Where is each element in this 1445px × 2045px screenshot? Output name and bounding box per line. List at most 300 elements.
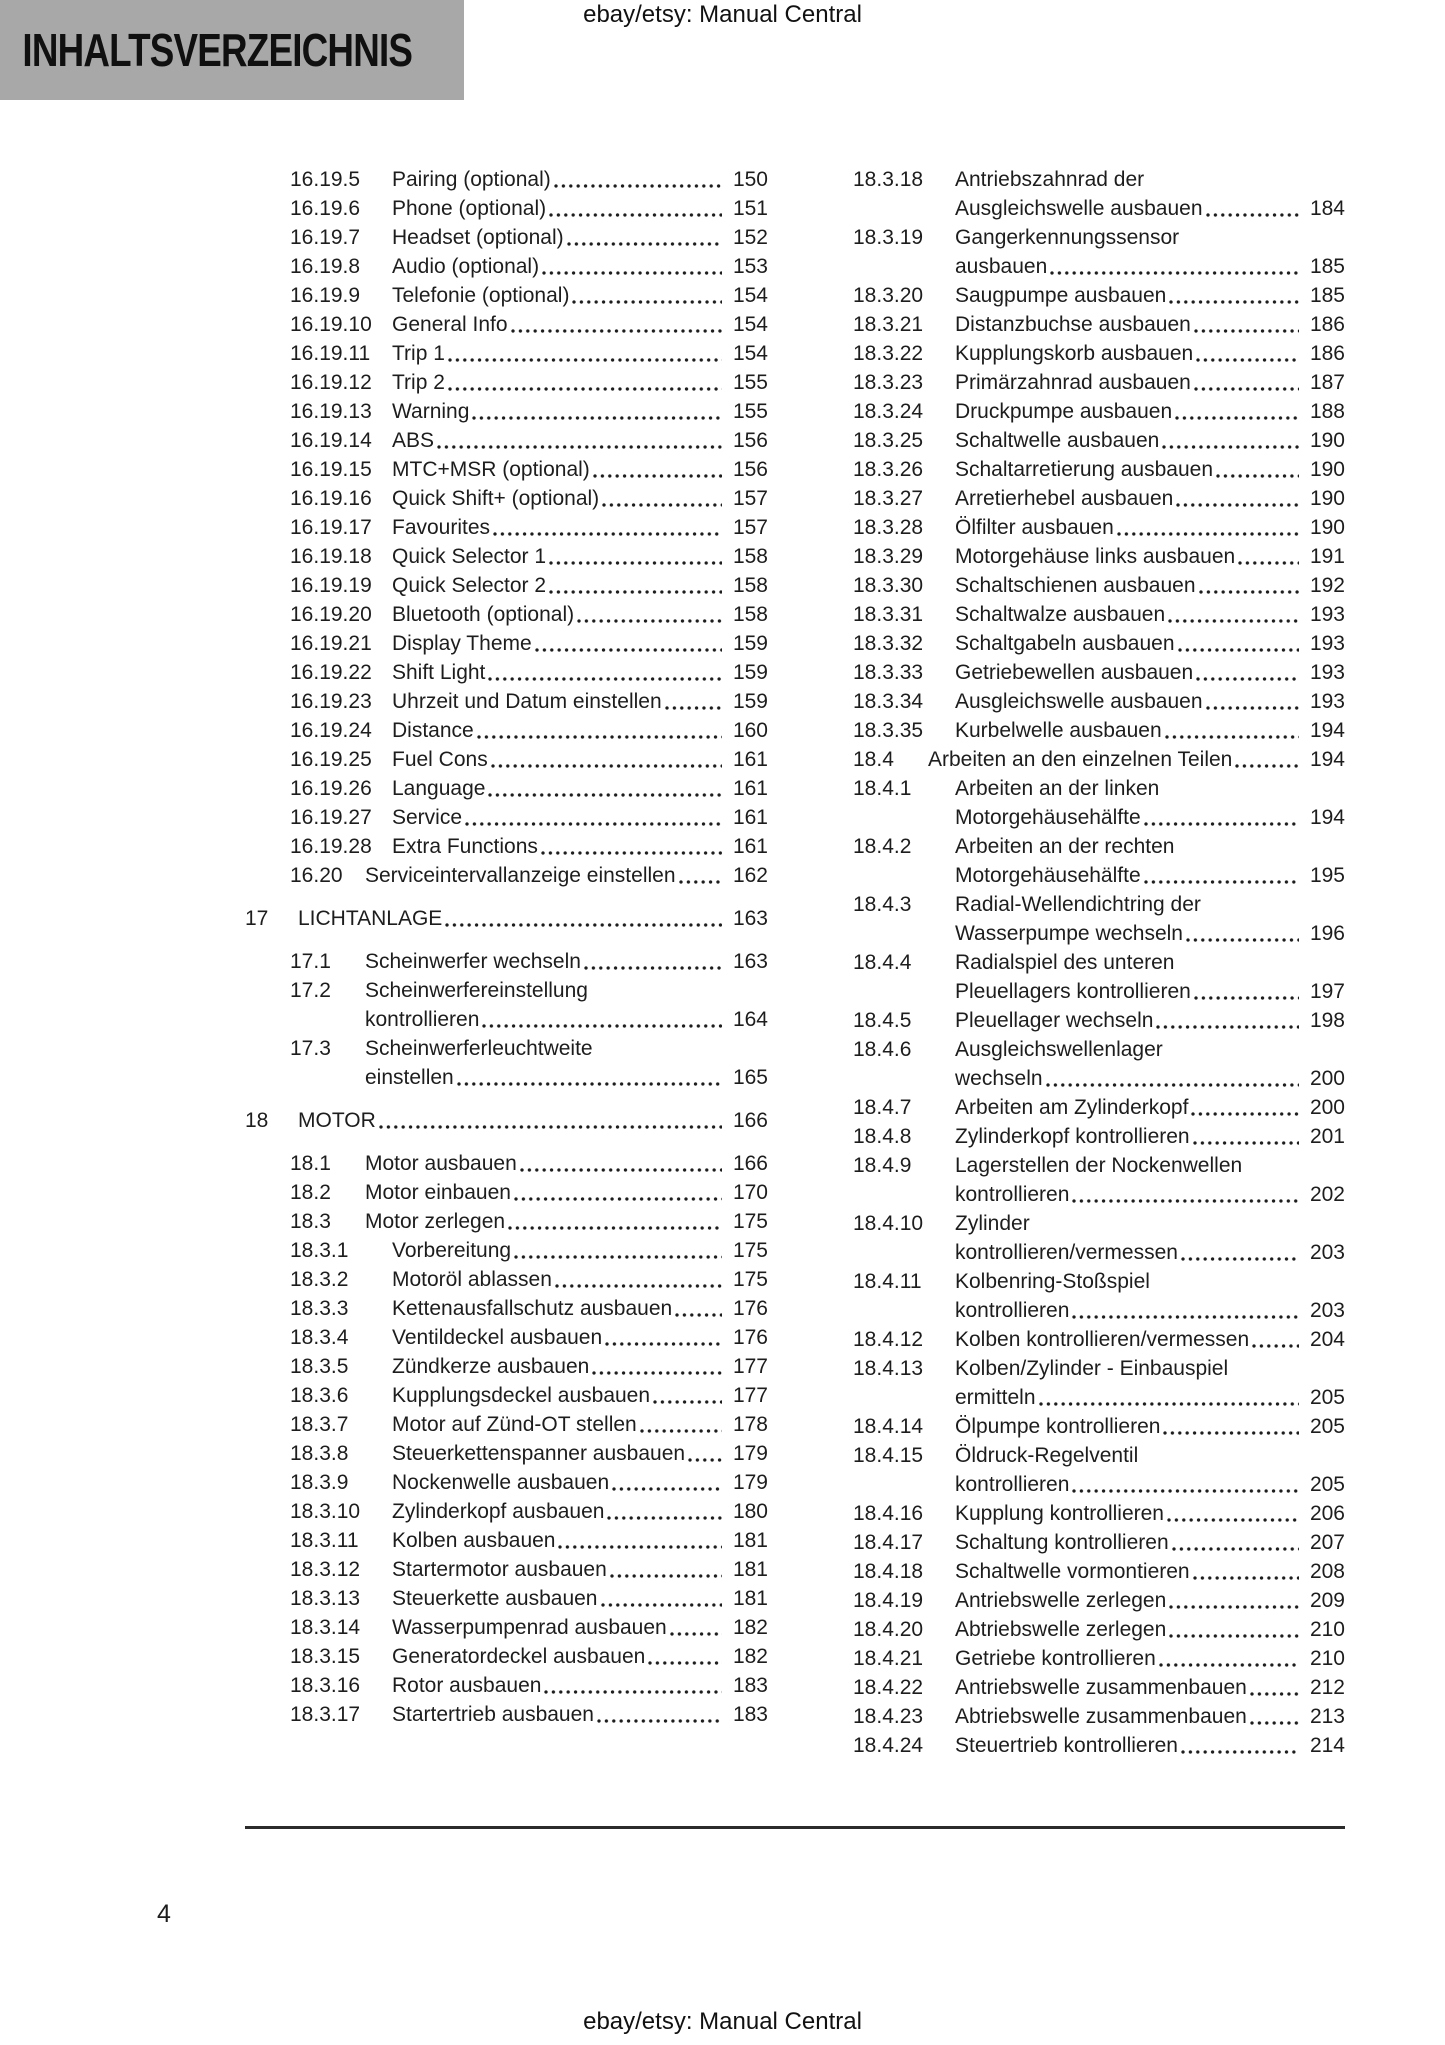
- toc-entry-page-number: 176: [732, 1297, 768, 1320]
- toc-entry-title-line: Scheinwerfereinstellung: [365, 979, 588, 1002]
- toc-entry-number: 16.19.9: [290, 284, 361, 307]
- toc-entry-last-line: [365, 861, 768, 890]
- toc-leader-dots: [1194, 327, 1299, 335]
- toc-entry-title-line: Uhrzeit und Datum einstellen: [392, 690, 662, 713]
- toc-entry: [290, 861, 768, 890]
- toc-entry-last-line: [392, 687, 768, 716]
- toc-entry-title-line: Fuel Cons: [392, 748, 488, 771]
- toc-entry-title-line: Kupplungsdeckel ausbauen: [392, 1384, 651, 1407]
- toc-leader-dots: [1193, 1574, 1299, 1582]
- toc-entry-last-line: [955, 1673, 1345, 1702]
- toc-entry-last-line: [392, 281, 768, 310]
- toc-entry-number: 18.3.25: [853, 429, 924, 452]
- toc-entry-title: [392, 484, 768, 513]
- toc-entry-title-line: Motor auf Zünd-OT stellen: [392, 1413, 637, 1436]
- toc-entry-title-line: Audio (optional): [392, 255, 540, 278]
- toc-entry-page-number: 203: [1309, 1299, 1345, 1322]
- toc-entry-title-line: Schaltschienen ausbauen: [955, 574, 1196, 597]
- toc-entry-title-line: kontrollieren/vermessen: [955, 1241, 1178, 1264]
- toc-entry-last-line: [955, 1731, 1345, 1760]
- toc-entry-title: [365, 947, 768, 976]
- toc-entry: [853, 542, 1345, 571]
- toc-entry: [853, 1615, 1345, 1644]
- toc-entry-number: 16.19.14: [290, 429, 372, 452]
- toc-entry-number: 18.4.4: [853, 951, 912, 974]
- toc-entry-last-line: [955, 658, 1345, 687]
- toc-entry-title: [392, 1236, 768, 1265]
- toc-entry-title: [392, 745, 768, 774]
- toc-entry-title: [955, 1441, 1345, 1499]
- toc-entry-page-number: 162: [732, 864, 768, 887]
- toc-entry-title: [392, 1468, 768, 1497]
- toc-leader-dots: [605, 1340, 722, 1348]
- toc-entry-page-number: 206: [1309, 1502, 1345, 1525]
- toc-entry: [290, 803, 768, 832]
- toc-entry-page-number: 151: [732, 197, 768, 220]
- toc-leader-dots: [1181, 1255, 1299, 1263]
- page-title: INHALTSVERZEICHNIS: [22, 24, 413, 76]
- toc-entry-page-number: 195: [1309, 864, 1345, 887]
- toc-entry-number: 18.3.10: [290, 1500, 361, 1523]
- toc-entry-page-number: 156: [732, 429, 768, 452]
- toc-entry-page-number: 214: [1309, 1734, 1345, 1757]
- toc-entry-number: 18.4.2: [853, 835, 912, 858]
- toc-entry-last-line: [955, 1296, 1345, 1325]
- toc-leader-dots: [535, 646, 722, 654]
- toc-entry-number: 18.4.12: [853, 1328, 924, 1351]
- toc-entry-number: 18.3.31: [853, 603, 924, 626]
- toc-entry-page-number: 158: [732, 545, 768, 568]
- toc-entry-title-line: MOTOR: [298, 1109, 376, 1132]
- toc-entry: [290, 1034, 768, 1092]
- toc-entry-title: [392, 774, 768, 803]
- toc-entry-last-line: [392, 1642, 768, 1671]
- toc-entry: [290, 252, 768, 281]
- toc-entry-page-number: 175: [732, 1210, 768, 1233]
- toc-entry-page-number: 166: [732, 1152, 768, 1175]
- toc-entry-title-line: Öldruck-Regelventil: [955, 1444, 1139, 1467]
- toc-entry-title: [392, 455, 768, 484]
- toc-entry-last-line: [392, 252, 768, 281]
- toc-entry-title-line: Schaltarretierung ausbauen: [955, 458, 1214, 481]
- toc-entry: [290, 368, 768, 397]
- toc-leader-dots: [577, 617, 722, 625]
- toc-entry-last-line: [955, 339, 1345, 368]
- toc-entry: [853, 1702, 1345, 1731]
- toc-entry: [290, 397, 768, 426]
- toc-entry-title-line: Pleuellager wechseln: [955, 1009, 1154, 1032]
- toc-entry-page-number: 203: [1309, 1241, 1345, 1264]
- toc-entry-title-line: Startermotor ausbauen: [392, 1558, 607, 1581]
- toc-entry-title: [955, 1557, 1345, 1586]
- toc-entry-last-line: [365, 947, 768, 976]
- toc-leader-dots: [572, 298, 722, 306]
- toc-entry-page-number: 190: [1309, 516, 1345, 539]
- toc-leader-dots: [477, 733, 722, 741]
- toc-leader-dots: [520, 1166, 722, 1174]
- toc-entry: [290, 1671, 768, 1700]
- toc-leader-dots: [1169, 1603, 1299, 1611]
- toc-leader-dots: [482, 1022, 722, 1030]
- toc-entry-page-number: 181: [732, 1529, 768, 1552]
- toc-entry-last-line: [955, 1180, 1345, 1209]
- toc-entry-title-line: Language: [392, 777, 486, 800]
- toc-entry-title: [392, 310, 768, 339]
- toc-entry-title-line: Pairing (optional): [392, 168, 551, 191]
- toc-entry-title: [392, 803, 768, 832]
- toc-entry-title: [392, 1613, 768, 1642]
- toc-entry-title-line: kontrollieren: [365, 1008, 480, 1031]
- toc-entry-last-line: [392, 1323, 768, 1352]
- toc-entry: [853, 1499, 1345, 1528]
- toc-entry-number: 18.4.7: [853, 1096, 912, 1119]
- toc-leader-dots: [1175, 414, 1299, 422]
- footer-page-number: 4: [157, 1900, 171, 1928]
- toc-entry-title-line: Extra Functions: [392, 835, 538, 858]
- toc-entry-last-line: [392, 513, 768, 542]
- toc-entry-page-number: 185: [1309, 255, 1345, 278]
- toc-entry-title: [365, 861, 768, 890]
- toc-entry-last-line: [392, 1439, 768, 1468]
- toc-entry-page-number: 212: [1309, 1676, 1345, 1699]
- toc-entry-title: [392, 1526, 768, 1555]
- toc-entry-last-line: [392, 1352, 768, 1381]
- toc-entry-title-line: Ventildeckel ausbauen: [392, 1326, 603, 1349]
- toc-leader-dots: [607, 1514, 722, 1522]
- toc-entry-page-number: 184: [1309, 197, 1345, 220]
- toc-entry: [290, 1410, 768, 1439]
- toc-entry: [853, 223, 1345, 281]
- toc-entry-number: 16.20: [290, 864, 343, 887]
- toc-entry-page-number: 170: [732, 1181, 768, 1204]
- toc-entry-page-number: 205: [1309, 1415, 1345, 1438]
- toc-entry-number: 17.3: [290, 1037, 331, 1060]
- toc-entry-title-line: Kolben/Zylinder - Einbauspiel: [955, 1357, 1229, 1380]
- toc-leader-dots: [653, 1398, 722, 1406]
- toc-entry-title: [955, 716, 1345, 745]
- toc-entry-title-line: Motor zerlegen: [365, 1210, 506, 1233]
- toc-leader-dots: [555, 1282, 722, 1290]
- toc-entry-number: 16.19.24: [290, 719, 372, 742]
- toc-entry: [853, 629, 1345, 658]
- toc-entry-number: 18.4.13: [853, 1357, 924, 1380]
- toc-entry-page-number: 154: [732, 342, 768, 365]
- toc-entry-last-line: [392, 716, 768, 745]
- toc-entry: [290, 455, 768, 484]
- toc-entry-title: [392, 1584, 768, 1613]
- toc-entry-number: 17.2: [290, 979, 331, 1002]
- toc-entry-title-line: Display Theme: [392, 632, 532, 655]
- toc-entry-title: [955, 339, 1345, 368]
- toc-leader-dots: [1196, 675, 1299, 683]
- toc-entry-last-line: [955, 861, 1345, 890]
- toc-entry-title-line: Ölfilter ausbauen: [955, 516, 1114, 539]
- toc-entry: [290, 658, 768, 687]
- toc-column-left: [245, 165, 768, 1729]
- toc-entry-number: 18.4.1: [853, 777, 912, 800]
- toc-leader-dots: [448, 385, 722, 393]
- toc-entry-number: 18.4.23: [853, 1705, 924, 1728]
- toc-entry-number: 18.4.19: [853, 1589, 924, 1612]
- toc-entry-number: 16.19.26: [290, 777, 372, 800]
- toc-entry-last-line: [955, 1325, 1345, 1354]
- toc-entry: [290, 1207, 768, 1236]
- toc-entry-page-number: 179: [732, 1471, 768, 1494]
- toc-entry-number: 17.1: [290, 950, 331, 973]
- toc-entry-title-line: ermitteln: [955, 1386, 1036, 1409]
- toc-entry-last-line: [955, 484, 1345, 513]
- toc-entry: [290, 513, 768, 542]
- toc-leader-dots: [1176, 501, 1299, 509]
- toc-entry: [290, 774, 768, 803]
- toc-entry-title: [955, 1267, 1345, 1325]
- toc-leader-dots: [1117, 530, 1299, 538]
- toc-entry-title: [392, 600, 768, 629]
- toc-leader-dots: [1206, 704, 1300, 712]
- toc-entry-title: [392, 339, 768, 368]
- toc-entry-number: 16.19.15: [290, 458, 372, 481]
- document-title-header: ebay/etsy: Manual Central: [583, 1, 862, 28]
- toc-entry-number: 18.4.22: [853, 1676, 924, 1699]
- toc-entry-page-number: 183: [732, 1674, 768, 1697]
- toc-entry-title-line: Favourites: [392, 516, 491, 539]
- toc-entry-number: 18.3.33: [853, 661, 924, 684]
- toc-leader-dots: [1191, 1110, 1299, 1118]
- toc-entry: [853, 1006, 1345, 1035]
- toc-entry-number: 18.3.8: [290, 1442, 349, 1465]
- toc-entry: [853, 1093, 1345, 1122]
- toc-leader-dots: [1165, 733, 1299, 741]
- toc-leader-dots: [1072, 1197, 1299, 1205]
- toc-entry-title: [955, 542, 1345, 571]
- toc-entry-number: 18.4.17: [853, 1531, 924, 1554]
- toc-entry: [290, 832, 768, 861]
- toc-entry-number: 18.4.8: [853, 1125, 912, 1148]
- toc-entry-title: [955, 948, 1345, 1006]
- toc-entry-title-line: Motor ausbauen: [365, 1152, 517, 1175]
- toc-entry-title: [955, 455, 1345, 484]
- toc-entry-number: 18.4.6: [853, 1038, 912, 1061]
- toc-leader-dots: [493, 530, 722, 538]
- toc-entry: [290, 1642, 768, 1671]
- toc-leader-dots: [1167, 1516, 1299, 1524]
- toc-entry: [853, 890, 1345, 948]
- toc-entry-last-line: [392, 223, 768, 252]
- toc-leader-dots: [1169, 298, 1299, 306]
- toc-entry: [853, 687, 1345, 716]
- toc-entry-page-number: 175: [732, 1239, 768, 1262]
- toc-entry-last-line: [365, 1063, 768, 1092]
- toc-entry-page-number: 186: [1309, 313, 1345, 336]
- toc-entry-title: [392, 1700, 768, 1729]
- toc-entry: [853, 1731, 1345, 1760]
- toc-entry-title-line: Antriebswelle zerlegen: [955, 1589, 1167, 1612]
- toc-leader-dots: [508, 1224, 722, 1232]
- toc-entry: [290, 1700, 768, 1729]
- toc-entry: [853, 1586, 1345, 1615]
- toc-entry-last-line: [955, 571, 1345, 600]
- toc-leader-dots: [558, 1543, 722, 1551]
- document-title-footer: ebay/etsy: Manual Central: [583, 2008, 862, 2035]
- toc-entry-title-line: Kupplungskorb ausbauen: [955, 342, 1194, 365]
- toc-entry: [290, 1149, 768, 1178]
- toc-entry-page-number: 157: [732, 487, 768, 510]
- toc-entry-title-line: Motoröl ablassen: [392, 1268, 552, 1291]
- toc-entry: [290, 1323, 768, 1352]
- toc-entry-title: [392, 1294, 768, 1323]
- toc-entry-number: 18.1: [290, 1152, 331, 1175]
- toc-entry-page-number: 182: [732, 1616, 768, 1639]
- toc-entry-last-line: [955, 513, 1345, 542]
- toc-entry-last-line: [955, 629, 1345, 658]
- toc-leader-dots: [465, 820, 722, 828]
- toc-entry-title-line: Ausgleichswelle ausbauen: [955, 690, 1203, 713]
- toc-entry-title-line: Arbeiten an der linken: [955, 777, 1160, 800]
- toc-entry-title-line: Kurbelwelle ausbauen: [955, 719, 1162, 742]
- toc-entry-number: 18.3.34: [853, 690, 924, 713]
- toc-entry-page-number: 198: [1309, 1009, 1345, 1032]
- toc-entry-title: [392, 1381, 768, 1410]
- toc-entry: [853, 426, 1345, 455]
- toc-entry-last-line: [955, 1238, 1345, 1267]
- toc-entry-title: [392, 629, 768, 658]
- toc-entry-page-number: 164: [732, 1008, 768, 1031]
- toc-leader-dots: [472, 414, 722, 422]
- toc-entry: [290, 1468, 768, 1497]
- toc-leader-dots: [640, 1427, 722, 1435]
- toc-entry: [290, 1497, 768, 1526]
- toc-entry-title: [392, 1642, 768, 1671]
- toc-entry-page-number: 177: [732, 1355, 768, 1378]
- toc-entry-title-line: Generatordeckel ausbauen: [392, 1645, 646, 1668]
- toc-entry-number: 18.3.13: [290, 1587, 361, 1610]
- toc-entry-last-line: [392, 1671, 768, 1700]
- toc-entry-page-number: 158: [732, 574, 768, 597]
- toc-entry: [853, 165, 1345, 223]
- toc-entry-number: 16.19.13: [290, 400, 372, 423]
- toc-leader-dots: [1216, 472, 1299, 480]
- toc-entry-page-number: 197: [1309, 980, 1345, 1003]
- toc-entry-last-line: [392, 1410, 768, 1439]
- toc-entry-title-line: Quick Selector 1: [392, 545, 547, 568]
- toc-entry-last-line: [298, 904, 768, 933]
- toc-entry-page-number: 193: [1309, 661, 1345, 684]
- toc-entry-number: 16.19.27: [290, 806, 372, 829]
- toc-entry-page-number: 204: [1309, 1328, 1345, 1351]
- toc-leader-dots: [448, 356, 722, 364]
- toc-entry-number: 18.3.15: [290, 1645, 361, 1668]
- toc-entry-page-number: 154: [732, 313, 768, 336]
- toc-entry-title-line: Saugpumpe ausbauen: [955, 284, 1167, 307]
- toc-entry-title: [955, 1731, 1345, 1760]
- toc-entry-number: 18.3.22: [853, 342, 924, 365]
- toc-entry-number: 18.4.20: [853, 1618, 924, 1641]
- toc-leader-dots: [1144, 878, 1299, 886]
- toc-entry-title-line: Trip 1: [392, 342, 445, 365]
- toc-entry-page-number: 210: [1309, 1647, 1345, 1670]
- toc-entry-number: 18.3.7: [290, 1413, 349, 1436]
- toc-entry-last-line: [392, 1381, 768, 1410]
- toc-entry-title-line: Zylinderkopf ausbauen: [392, 1500, 605, 1523]
- toc-entry-last-line: [955, 281, 1345, 310]
- toc-entry: [290, 165, 768, 194]
- toc-entry-last-line: [955, 1470, 1345, 1499]
- toc-entry: [290, 687, 768, 716]
- toc-entry-title-line: Steuertrieb kontrollieren: [955, 1734, 1178, 1757]
- toc-entry-title-line: Steuerkette ausbauen: [392, 1587, 598, 1610]
- toc-leader-dots: [514, 1195, 722, 1203]
- toc-entry-title: [955, 1354, 1345, 1412]
- toc-entry: [853, 339, 1345, 368]
- toc-entry: [853, 1557, 1345, 1586]
- toc-entry-page-number: 193: [1309, 690, 1345, 713]
- toc-entry: [290, 1178, 768, 1207]
- toc-entry-title: [955, 1499, 1345, 1528]
- toc-entry-title-line: Gangerkennungssensor: [955, 226, 1180, 249]
- toc-entry-last-line: [392, 542, 768, 571]
- toc-entry-title: [955, 1586, 1345, 1615]
- toc-entry-title: [955, 1702, 1345, 1731]
- toc-entry-page-number: 200: [1309, 1067, 1345, 1090]
- toc-entry-page-number: 161: [732, 806, 768, 829]
- toc-entry-last-line: [365, 1178, 768, 1207]
- toc-entry-title-line: Getriebewellen ausbauen: [955, 661, 1194, 684]
- toc-entry-title: [955, 223, 1345, 281]
- toc-entry: [853, 1673, 1345, 1702]
- toc-entry-title: [392, 1555, 768, 1584]
- toc-entry-number: 16.19.16: [290, 487, 372, 510]
- toc-entry-last-line: [955, 455, 1345, 484]
- toc-entry: [290, 629, 768, 658]
- toc-entry-last-line: [392, 1700, 768, 1729]
- toc-entry-number: 18.3: [290, 1210, 331, 1233]
- toc-leader-dots: [1172, 1545, 1299, 1553]
- toc-entry: [290, 1584, 768, 1613]
- toc-entry-title: [955, 281, 1345, 310]
- toc-entry: [853, 1151, 1345, 1209]
- toc-entry-page-number: 150: [732, 168, 768, 191]
- toc-entry-title-line: Trip 2: [392, 371, 445, 394]
- toc-entry-number: 18.3.6: [290, 1384, 349, 1407]
- toc-entry: [853, 281, 1345, 310]
- toc-entry-number: 18.4.3: [853, 893, 912, 916]
- toc-entry: [853, 513, 1345, 542]
- toc-entry-title-line: Schaltwalze ausbauen: [955, 603, 1166, 626]
- toc-entry: [853, 948, 1345, 1006]
- toc-entry-number: 18: [245, 1109, 269, 1132]
- toc-entry-title-line: Abtriebswelle zerlegen: [955, 1618, 1167, 1641]
- toc-entry-page-number: 165: [732, 1066, 768, 1089]
- toc-entry-last-line: [365, 1149, 768, 1178]
- toc-entry-title: [955, 890, 1345, 948]
- toc-entry-last-line: [392, 1497, 768, 1526]
- toc-entry: [853, 716, 1345, 745]
- toc-entry-last-line: [392, 1555, 768, 1584]
- toc-entry-title-line: LICHTANLAGE: [298, 907, 443, 930]
- toc-entry-last-line: [392, 629, 768, 658]
- toc-entry-title-line: Kolbenring-Stoßspiel: [955, 1270, 1150, 1293]
- toc-entry-last-line: [392, 571, 768, 600]
- toc-entry-last-line: [955, 1499, 1345, 1528]
- toc-leader-dots: [602, 501, 722, 509]
- toc-entry-page-number: 163: [732, 907, 768, 930]
- toc-entry-title: [392, 716, 768, 745]
- toc-entry-number: 18.4.15: [853, 1444, 924, 1467]
- toc-entry-page-number: 192: [1309, 574, 1345, 597]
- toc-entry-last-line: [392, 397, 768, 426]
- toc-leader-dots: [675, 1311, 722, 1319]
- toc-entry-title-line: Arretierhebel ausbauen: [955, 487, 1174, 510]
